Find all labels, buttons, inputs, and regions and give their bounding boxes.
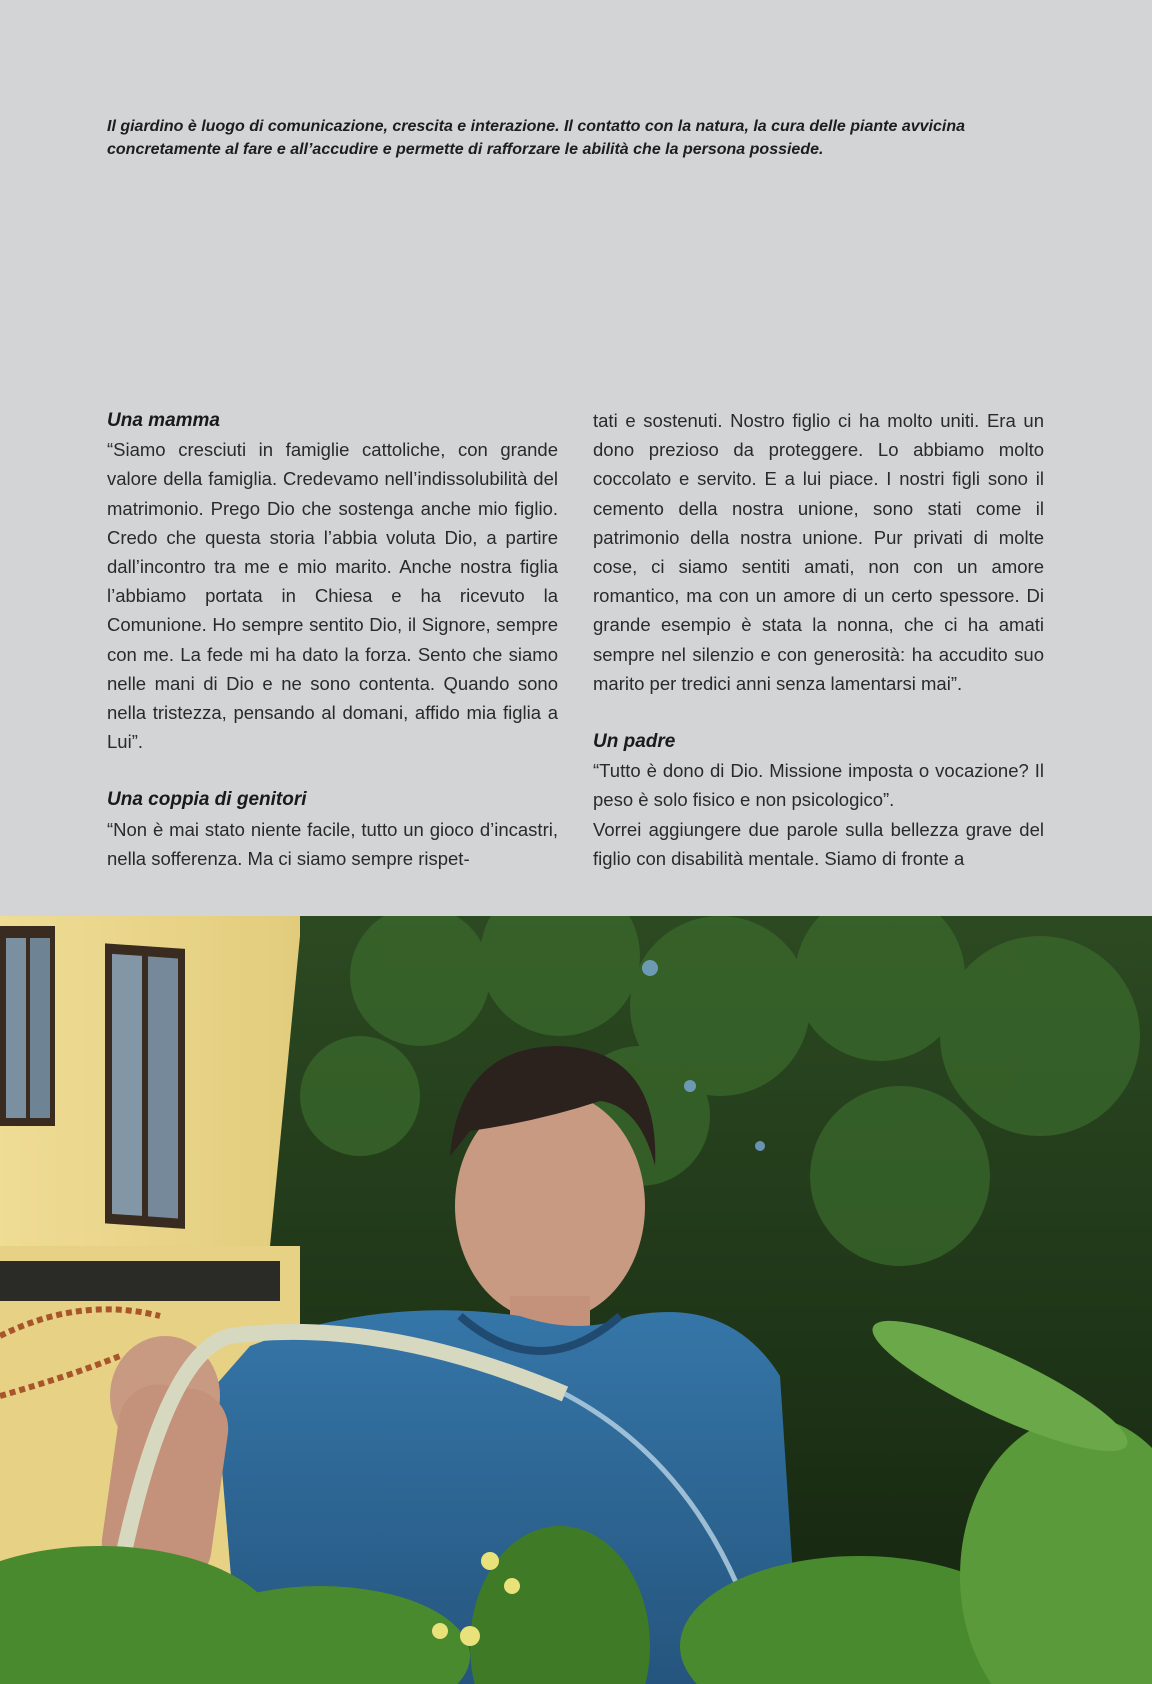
garden-photo <box>0 916 1152 1684</box>
photo-caption: Il giardino è luogo di comunicazione, crescita e interazione. Il contatto con la natura, la cura delle piante avvicina concretamente al fare e all’accudire e permette di rafforzare le abilità che la persona possiede. <box>107 118 965 158</box>
section-text-padre-quote: “Tutto è dono di Dio. Missione imposta o vocazione? Il peso è solo fisico e non psicologico”. <box>593 760 1044 811</box>
section-text-coppia-continued: tati e sostenuti. Nostro figlio ci ha molto uniti. Era un dono prezioso da proteggere. Lo abbiamo molto coccolato e servito. E a lui piace. I nostri figli sono il cemento della nostra unione, sono stati come il patrimonio della nostra unione. Pur privati di molte cose, ci siamo sentiti amati, non con un amore romantico, ma con un amore di un certo spessore. Di grande esempio è stata la nonna, che ci ha amati sempre nel silenzio e con generosità: ha accudito suo marito per tredici anni senza lamentarsi mai”. <box>593 410 1044 694</box>
left-column <box>107 406 558 873</box>
section-heading-mamma: Una mamma <box>107 410 220 431</box>
window-left <box>0 926 55 1126</box>
section-text-mamma: “Siamo cresciuti in famiglie cattoliche, con grande valore della famiglia. Credevamo nell’indissolubilità del matrimonio. Prego Dio che sostenga anche mio figlio. Credo che questa storia l’abbia voluta Dio, a partire dall’incontro tra me e mio marito. Anche nostra figlia l’abbiamo portata in Chiesa e ha ricevuto la Comunione. Ho sempre sentito Dio, il Signore, sempre con me. La fede mi ha dato la forza. Sento che siamo nelle mani di Dio e ne sono contenta. Quando sono nella tristezza, pensando al domani, affido mia figlia a Lui”. <box>107 439 558 753</box>
right-column <box>593 406 1044 873</box>
section-heading-coppia: Una coppia di genitori <box>107 789 307 811</box>
window-right <box>105 943 185 1229</box>
section-text-coppia: “Non è mai stato niente facile, tutto un gioco d’incastri, nella sofferenza. Ma ci siamo sempre rispet- <box>107 818 558 869</box>
section-text-padre-reflection: Vorrei aggiungere due parole sulla bellezza grave del figlio con disabilità mentale. Siamo di fronte a <box>593 818 1044 869</box>
section-heading-padre: Un padre <box>593 731 676 753</box>
